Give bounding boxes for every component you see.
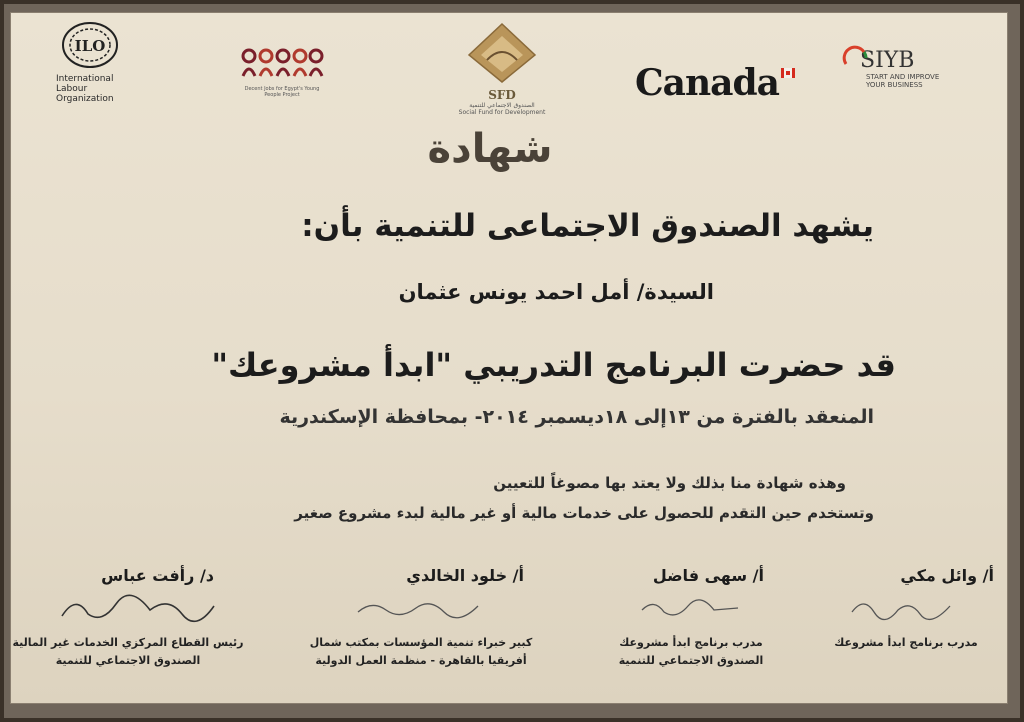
signature-4: [58, 590, 218, 626]
canada-word: Canada: [635, 62, 779, 104]
partner-project-logo: [236, 46, 328, 98]
sfd-caption-ar: الصندوق الاجتماعي للتنمية: [469, 102, 535, 109]
ilo-line-3: Organization: [56, 94, 114, 104]
siyb-sub-1: START AND IMPROVE: [866, 73, 940, 81]
disclaimer-line-1: وهذه شهادة منا بذلك ولا يعتد بها مصوغاً للتعيين: [493, 474, 846, 492]
signatory-name-4: د/ رأفت عباس: [101, 566, 214, 585]
ilo-mark: ILO: [74, 37, 106, 55]
signatory-role-2-line-2: الصندوق الاجتماعي للتنمية: [618, 654, 764, 667]
siyb-logo: [846, 48, 956, 89]
signatory-name-3: أ/ خلود الخالدي: [406, 566, 524, 585]
signatory-role-2-line-1: مدرب برنامج ابدأ مشروعك: [619, 636, 763, 649]
sfd-diamond-icon: [467, 22, 537, 84]
signatory-role-4-line-1: رئيس القطاع المركزي الخدمات غير المالية: [12, 636, 244, 649]
partner-caption: Decent Jobs for Egypt's Young People Project: [244, 86, 320, 98]
program-statement: قد حضرت البرنامج التدريبي "ابدأ مشروعك": [211, 346, 896, 384]
recipient-name: السيدة/ أمل احمد يونس عثمان: [398, 280, 714, 304]
certificate-title: شهادة: [427, 126, 553, 172]
ilo-line-2: Labour: [56, 84, 88, 94]
signatory-role-2: [586, 634, 796, 670]
canada-flag-icon: [781, 68, 795, 78]
signature-1: [846, 592, 956, 624]
siyb-sub-2: YOUR BUSINESS: [866, 81, 923, 89]
ilo-line-1: International: [56, 74, 114, 84]
signatory-role-4: [8, 634, 248, 670]
program-dates-location: المنعقد بالفترة من ١٣إلى ١٨ديسمبر ٢٠١٤- بمحافظة الإسكندرية: [279, 406, 874, 428]
signature-3: [352, 592, 482, 624]
signature-2: [634, 592, 744, 624]
disclaimer-line-2: وتستخدم حين التقدم للحصول على خدمات مالية أو غير مالية لبدء مشروع صغير: [294, 504, 874, 522]
signatory-role-3-line-2: أفريقيا بالقاهرة - منظمة العمل الدولية: [315, 654, 527, 667]
sfd-mark: SFD: [488, 88, 516, 102]
ilo-logo: [48, 20, 158, 104]
siyb-word: SIYB: [860, 48, 915, 73]
sfd-logo: [452, 22, 552, 116]
sfd-caption-en: Social Fund for Development: [458, 109, 546, 116]
people-group-icon: [239, 46, 325, 82]
certify-statement: يشهد الصندوق الاجتماعى للتنمية بأن:: [301, 208, 874, 244]
signatory-role-4-line-2: الصندوق الاجتماعي للتنمية: [55, 654, 201, 667]
signatory-name-1: أ/ وائل مكي: [900, 566, 994, 585]
signatory-role-3: [296, 634, 546, 670]
canada-wordmark: [630, 62, 800, 104]
signatory-role-1-line-1: مدرب برنامج ابدأ مشروعك: [834, 636, 978, 649]
siyb-arc-icon: [842, 44, 868, 70]
signatory-name-2: أ/ سهى فاضل: [652, 566, 764, 585]
signatory-role-1: [806, 634, 1006, 652]
ilo-emblem-icon: [60, 20, 120, 70]
signatory-role-3-line-1: كبير خبراء تنمية المؤسسات بمكتب شمال: [309, 636, 533, 649]
